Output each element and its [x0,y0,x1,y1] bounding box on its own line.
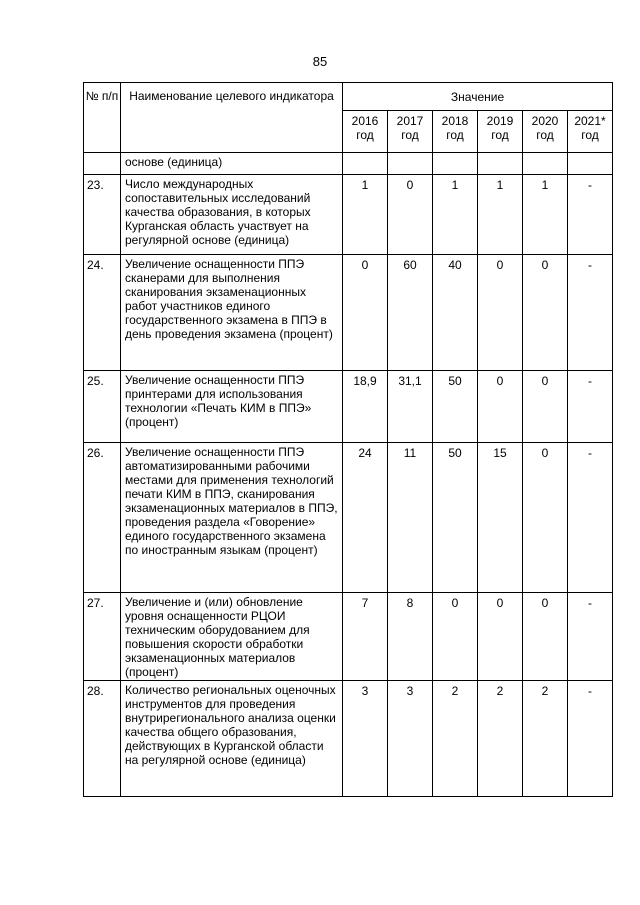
row-value: 1 [478,175,523,255]
row-value: 0 [523,443,568,593]
row-value: 0 [433,593,478,681]
header-year-unit: год [446,128,464,142]
row-value: 0 [388,175,433,255]
row-value: 50 [433,443,478,593]
row-indicator-name: Число международных сопоставительных исследований качества образования, в которых Курганская область участвует на регулярной основе (единица) [121,175,343,255]
header-year-unit: год [401,128,419,142]
table-row [84,255,613,371]
table-row [84,443,613,593]
row-value: - [568,593,613,681]
row-value [343,153,388,175]
row-value: 40 [433,255,478,371]
row-value [478,153,523,175]
row-value: 11 [388,443,433,593]
row-value: 18,9 [343,371,388,443]
row-number [84,153,121,175]
row-value: 7 [343,593,388,681]
header-year-number: 2021* [574,114,606,128]
table-row [84,153,613,175]
row-value: 1 [343,175,388,255]
row-value: 0 [478,593,523,681]
row-value: 2 [433,681,478,797]
row-value [568,153,613,175]
row-indicator-name: Увеличение оснащенности ППЭ автоматизированными рабочими местами для применения технологий печати КИМ в ППЭ, сканирования экзаменационных материалов в ППЭ, проведения раздела «Говорение» единого государственного экзамена по иностранным языкам (процент) [121,443,343,593]
header-value: Значение [343,83,613,111]
row-number: 28. [84,681,121,797]
row-value: 0 [478,371,523,443]
row-value: 1 [523,175,568,255]
row-value: 0 [478,255,523,371]
row-value: 0 [523,371,568,443]
header-year [388,111,433,153]
row-value: 31,1 [388,371,433,443]
row-value: - [568,255,613,371]
row-value: - [568,175,613,255]
header-year-number: 2016 [351,114,379,128]
table-row [84,593,613,681]
row-value: 8 [388,593,433,681]
header-year [568,111,613,153]
row-number: 25. [84,371,121,443]
row-value: 0 [523,255,568,371]
row-value: - [568,443,613,593]
indicators-table [83,82,613,797]
header-number: № п/п [84,83,121,153]
header-year-number: 2018 [441,114,469,128]
header-year [478,111,523,153]
row-value: - [568,681,613,797]
row-number: 27. [84,593,121,681]
table-header [84,83,613,153]
row-value [433,153,478,175]
header-year-unit: год [581,128,599,142]
table-body [84,153,613,797]
table-row [84,681,613,797]
row-indicator-name: Количество региональных оценочных инструментов для проведения внутрирегионального анализа оценки качества общего образования, действующих в Курганской области на регулярной основе (единица) [121,681,343,797]
header-year-unit: год [536,128,554,142]
header-year [523,111,568,153]
row-value: 1 [433,175,478,255]
row-number: 24. [84,255,121,371]
header-year-unit: год [491,128,509,142]
row-indicator-name: Увеличение оснащенности ППЭ сканерами для выполнения сканирования экзаменационных работ участников единого государственного экзамена в ППЭ в день проведения экзамена (процент) [121,255,343,371]
row-indicator-name: Увеличение оснащенности ППЭ принтерами для использования технологии «Печать КИМ в ППЭ» (процент) [121,371,343,443]
header-year-number: 2020 [531,114,559,128]
row-value: 50 [433,371,478,443]
row-value [523,153,568,175]
header-year-unit: год [356,128,374,142]
header-year-number: 2017 [396,114,424,128]
row-value: 0 [523,593,568,681]
header-year [343,111,388,153]
row-number: 23. [84,175,121,255]
row-value: 15 [478,443,523,593]
row-value: - [568,371,613,443]
header-year [433,111,478,153]
row-indicator-name: основе (единица) [121,153,343,175]
table-row [84,175,613,255]
header-indicator-name: Наименование целевого индикатора [121,83,343,153]
row-number: 26. [84,443,121,593]
row-value: 24 [343,443,388,593]
row-value: 3 [388,681,433,797]
row-value: 60 [388,255,433,371]
row-value: 2 [523,681,568,797]
row-indicator-name: Увеличение и (или) обновление уровня оснащенности РЦОИ техническим оборудованием для повышения скорости обработки экзаменационных материалов (процент) [121,593,343,681]
header-year-number: 2019 [486,114,514,128]
table-row [84,371,613,443]
row-value: 0 [343,255,388,371]
row-value [388,153,433,175]
page-number: 85 [312,54,328,69]
row-value: 2 [478,681,523,797]
row-value: 3 [343,681,388,797]
